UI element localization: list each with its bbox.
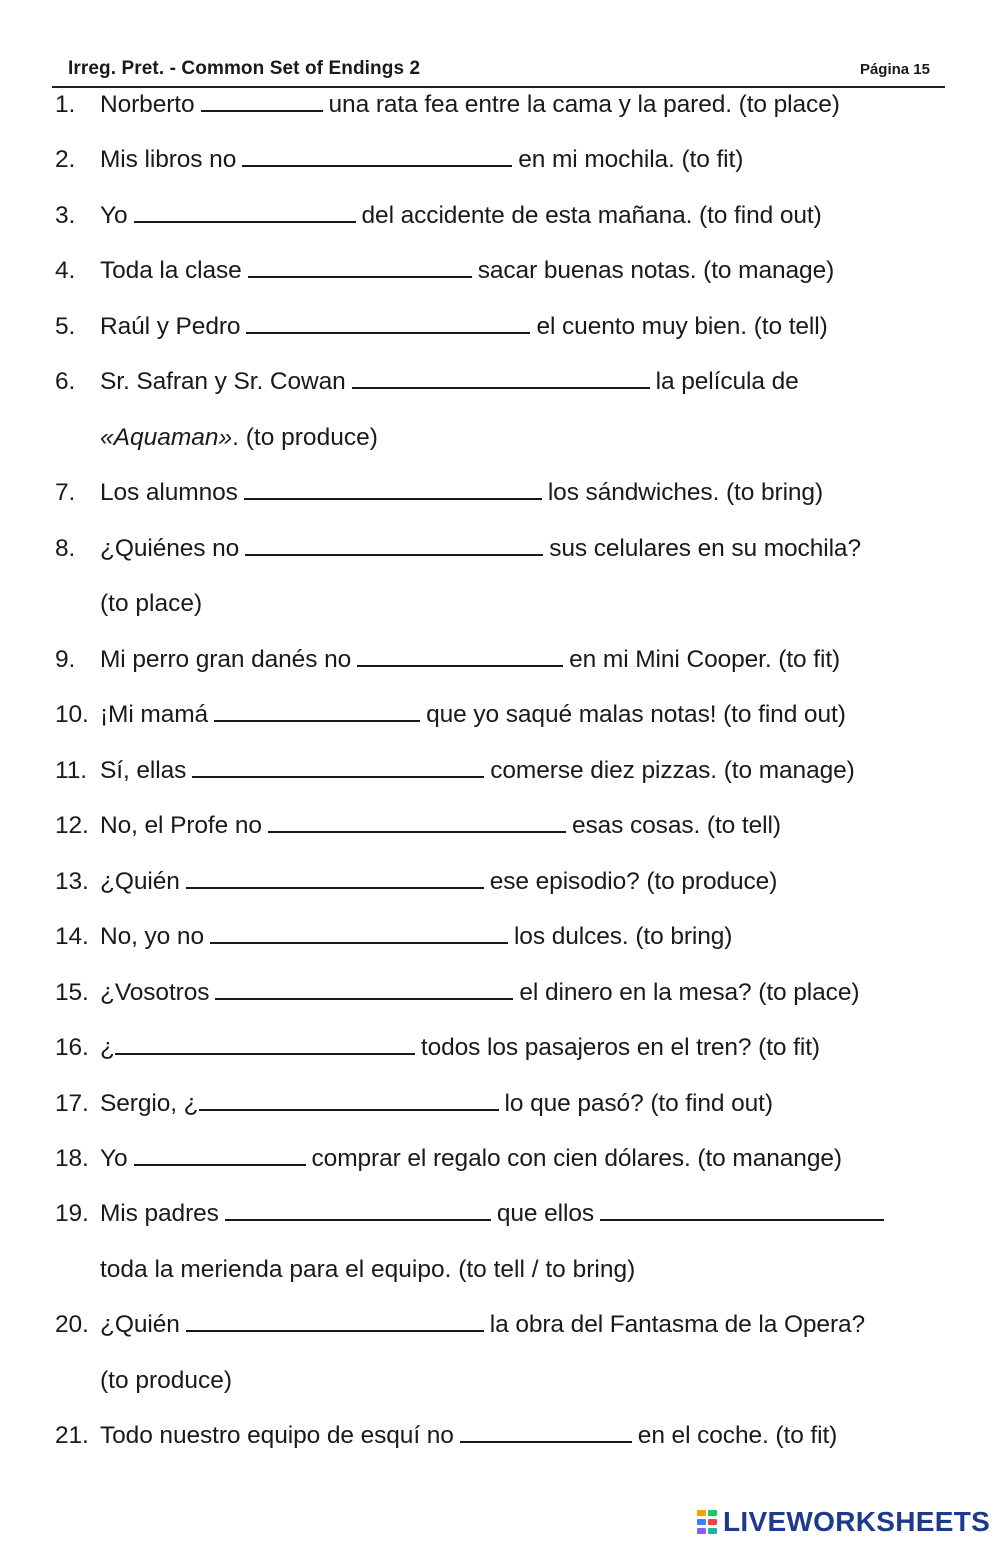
exercise-text: en el coche. (to fit) bbox=[637, 1422, 838, 1449]
exercise-item bbox=[0, 687, 1000, 743]
exercise-item bbox=[0, 854, 1000, 910]
exercise-continuation: toda la merienda para el equipo. (to tell / to bring) bbox=[100, 1256, 636, 1283]
exercise-item bbox=[0, 965, 1000, 1021]
answer-blank[interactable] bbox=[245, 534, 543, 556]
answer-blank[interactable] bbox=[186, 867, 484, 889]
exercise-item bbox=[0, 1020, 1000, 1076]
exercise-text: la película de bbox=[655, 368, 799, 395]
answer-blank[interactable] bbox=[460, 1421, 632, 1443]
exercise-item bbox=[0, 132, 1000, 188]
exercise-item bbox=[0, 77, 1000, 133]
exercise-item bbox=[0, 243, 1000, 299]
exercise-item bbox=[0, 743, 1000, 799]
answer-blank[interactable] bbox=[357, 645, 563, 667]
exercise-item bbox=[0, 632, 1000, 688]
exercise-number: 20. bbox=[55, 1311, 89, 1338]
liveworksheets-logo bbox=[697, 1505, 990, 1539]
answer-blank[interactable] bbox=[192, 756, 484, 778]
exercise-text: Todo nuestro equipo de esquí no bbox=[100, 1422, 454, 1449]
exercise-text: Mis padres bbox=[100, 1200, 219, 1227]
exercise-number: 9. bbox=[55, 646, 76, 673]
answer-blank[interactable] bbox=[244, 478, 542, 500]
exercise-number: 11. bbox=[55, 757, 87, 784]
worksheet-title: Irreg. Pret. - Common Set of Endings 2 bbox=[68, 58, 421, 79]
exercise-item bbox=[0, 798, 1000, 854]
exercise-number: 10. bbox=[55, 701, 89, 728]
exercise-number: 6. bbox=[55, 368, 76, 395]
answer-blank[interactable] bbox=[214, 700, 420, 722]
exercise-text: ¿ bbox=[100, 1034, 115, 1061]
exercise-text: una rata fea entre la cama y la pared. (to place) bbox=[328, 91, 840, 118]
answer-blank[interactable] bbox=[215, 978, 513, 1000]
exercise-text: en mi Mini Cooper. (to fit) bbox=[569, 646, 841, 673]
answer-blank[interactable] bbox=[186, 1310, 484, 1332]
answer-blank[interactable] bbox=[115, 1033, 415, 1055]
exercise-number: 3. bbox=[55, 202, 76, 229]
exercise-item bbox=[0, 1131, 1000, 1187]
answer-blank[interactable] bbox=[268, 811, 566, 833]
liveworksheets-logo-icon bbox=[697, 1509, 719, 1535]
exercise-item bbox=[0, 354, 1000, 410]
exercise-text: ese episodio? (to produce) bbox=[489, 868, 778, 895]
exercise-number: 5. bbox=[55, 313, 76, 340]
exercise-item bbox=[0, 1076, 1000, 1132]
exercise-text: los sándwiches. (to bring) bbox=[547, 479, 824, 506]
exercise-continuation: «Aquaman». (to produce) bbox=[100, 424, 378, 451]
answer-blank[interactable] bbox=[248, 256, 472, 278]
exercise-text: del accidente de esta mañana. (to find out) bbox=[361, 202, 822, 229]
exercise-number: 15. bbox=[55, 979, 89, 1006]
exercise-item bbox=[0, 1408, 1000, 1464]
exercise-item bbox=[0, 188, 1000, 244]
exercise-text: ¿Quiénes no bbox=[100, 535, 240, 562]
exercise-text: que yo saqué malas notas! (to find out) bbox=[426, 701, 846, 728]
exercise-number: 16. bbox=[55, 1034, 89, 1061]
exercise-number: 1. bbox=[55, 91, 76, 118]
exercise-text: Toda la clase bbox=[100, 257, 242, 284]
answer-blank[interactable] bbox=[134, 1144, 306, 1166]
exercise-text: Sí, ellas bbox=[100, 757, 187, 784]
exercise-text: la obra del Fantasma de la Opera? bbox=[489, 1311, 866, 1338]
exercise-item bbox=[0, 1186, 1000, 1242]
exercise-text: los dulces. (to bring) bbox=[513, 923, 733, 950]
exercise-number: 14. bbox=[55, 923, 89, 950]
answer-blank[interactable] bbox=[352, 367, 650, 389]
exercise-text: Yo bbox=[100, 202, 128, 229]
exercise-continuation: (to place) bbox=[100, 590, 203, 617]
page-number: Página 15 bbox=[859, 61, 930, 78]
exercise-text: Mis libros no bbox=[100, 146, 237, 173]
exercise-item bbox=[0, 909, 1000, 965]
exercise-text: Norberto bbox=[100, 91, 195, 118]
exercise-number: 12. bbox=[55, 812, 89, 839]
exercise-text: ¿Vosotros bbox=[100, 979, 210, 1006]
exercise-text: todos los pasajeros en el tren? (to fit) bbox=[420, 1034, 820, 1061]
exercise-text: Raúl y Pedro bbox=[100, 313, 241, 340]
exercise-text: comprar el regalo con cien dólares. (to manange) bbox=[311, 1145, 842, 1172]
exercise-text: ¿Quién bbox=[100, 1311, 180, 1338]
exercise-text: el cuento muy bien. (to tell) bbox=[536, 313, 828, 340]
answer-blank[interactable] bbox=[225, 1199, 491, 1221]
exercise-text: Sr. Safran y Sr. Cowan bbox=[100, 368, 346, 395]
exercise-text: lo que pasó? (to find out) bbox=[504, 1090, 773, 1117]
answer-blank[interactable] bbox=[600, 1199, 884, 1221]
exercise-text: No, el Profe no bbox=[100, 812, 262, 839]
exercise-text: sacar buenas notas. (to manage) bbox=[477, 257, 835, 284]
exercise-number: 17. bbox=[55, 1090, 89, 1117]
exercise-text: Los alumnos bbox=[100, 479, 238, 506]
exercise-text: Mi perro gran danés no bbox=[100, 646, 352, 673]
answer-blank[interactable] bbox=[242, 145, 512, 167]
answer-blank[interactable] bbox=[199, 1089, 499, 1111]
exercise-text: que ellos bbox=[496, 1200, 594, 1227]
exercise-item bbox=[0, 299, 1000, 355]
exercise-item bbox=[0, 1297, 1000, 1353]
exercise-text: en mi mochila. (to fit) bbox=[518, 146, 744, 173]
exercise-number: 8. bbox=[55, 535, 76, 562]
exercise-continuation: (to produce) bbox=[100, 1367, 233, 1394]
exercise-text: el dinero en la mesa? (to place) bbox=[519, 979, 860, 1006]
exercise-text: esas cosas. (to tell) bbox=[571, 812, 781, 839]
answer-blank[interactable] bbox=[201, 90, 323, 112]
answer-blank[interactable] bbox=[246, 312, 530, 334]
exercise-text: ¿Quién bbox=[100, 868, 180, 895]
logo-text: LIVEWORKSHEETS bbox=[723, 1506, 991, 1537]
exercise-item bbox=[0, 521, 1000, 577]
exercise-number: 19. bbox=[55, 1200, 89, 1227]
exercise-text: Yo bbox=[100, 1145, 128, 1172]
exercise-text: sus celulares en su mochila? bbox=[549, 535, 861, 562]
exercise-number: 2. bbox=[55, 146, 76, 173]
exercise-number: 21. bbox=[55, 1422, 89, 1449]
exercise-item bbox=[0, 465, 1000, 521]
exercise-number: 7. bbox=[55, 479, 76, 506]
answer-blank[interactable] bbox=[134, 201, 356, 223]
exercise-text: Sergio, ¿ bbox=[100, 1090, 199, 1117]
exercise-text: comerse diez pizzas. (to manage) bbox=[490, 757, 855, 784]
exercise-text: ¡Mi mamá bbox=[100, 701, 209, 728]
exercise-text: No, yo no bbox=[100, 923, 204, 950]
exercise-number: 4. bbox=[55, 257, 76, 284]
answer-blank[interactable] bbox=[210, 922, 508, 944]
exercise-number: 13. bbox=[55, 868, 89, 895]
exercise-number: 18. bbox=[55, 1145, 89, 1172]
